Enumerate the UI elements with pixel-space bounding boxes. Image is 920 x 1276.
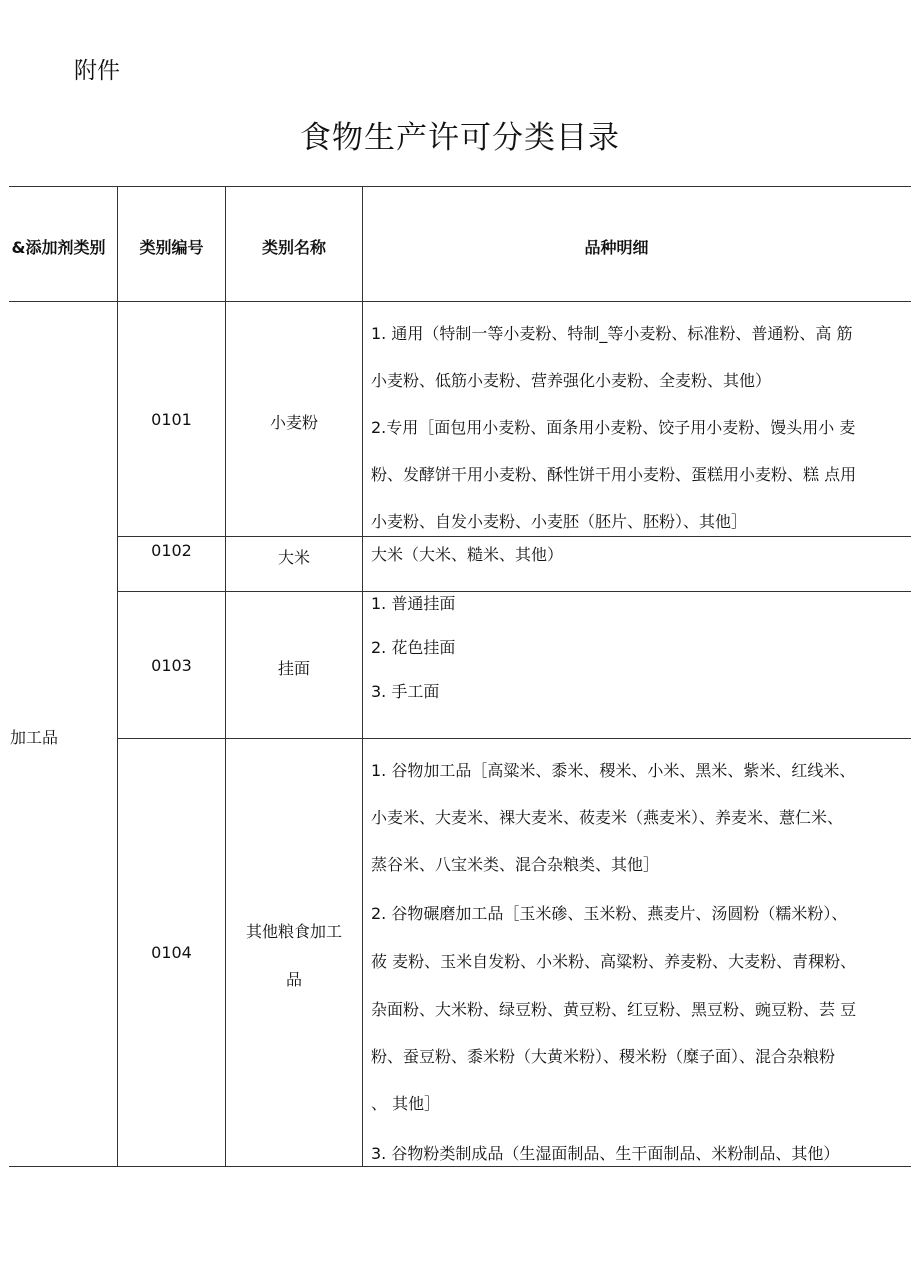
row-name: 大米 [277,548,310,567]
header-bottom-border [9,301,911,302]
row-name: 品 [285,970,302,989]
detail-line: 1. 普通挂面 [371,594,456,613]
detail-line: 3. 手工面 [371,682,440,701]
detail-line: 2. 花色挂面 [371,638,456,657]
detail-line: 粉、发酵饼干用小麦粉、酥性饼干用小麦粉、蛋糕用小麦粉、糕 点用 [371,465,857,484]
detail-line: 2.专用［面包用小麦粉、面条用小麦粉、饺子用小麦粉、馒头用小 麦 [371,418,856,437]
row-name: 其他粮食加工 [245,922,342,941]
detail-line: 小麦粉、低筋小麦粉、营养强化小麦粉、全麦粉、其他） [371,371,772,390]
header-name: 类别名称 [261,238,326,257]
detail-line: 、 其他］ [371,1094,441,1113]
detail-line: 杂面粉、大米粉、绿豆粉、黄豆粉、红豆粉、黑豆粉、豌豆粉、芸 豆 [371,1000,857,1019]
table-top-border [9,186,911,187]
detail-line: 3. 谷物粉类制成品（生湿面制品、生干面制品、米粉制品、其他） [371,1144,840,1163]
header-category: &添加剂类别 [11,238,106,257]
header-code: 类别编号 [139,238,204,257]
detail-line: 1. 通用（特制一等小麦粉、特制_等小麦粉、标准粉、普通粉、高 筋 [371,324,853,343]
column-divider [117,186,118,1167]
row-name: 挂面 [277,659,310,678]
attachment-label: 附件 [74,58,120,84]
row-name: 小麦粉 [269,413,318,432]
detail-line: 莜 麦粉、玉米自发粉、小米粉、高粱粉、养麦粉、大麦粉、青稞粉、 [371,952,857,971]
detail-line: 大米（大米、糙米、其他） [371,545,564,564]
detail-line: 小麦粉、自发小麦粉、小麦胚（胚片、胚粉）、其他］ [371,512,748,531]
row-code: 0101 [151,410,192,429]
row-divider [117,738,911,739]
row-code: 0102 [151,541,192,560]
row-divider [117,591,911,592]
row-code: 0104 [151,943,192,962]
row-divider [117,536,911,537]
row-code: 0103 [151,656,192,675]
document-title: 食物生产许可分类目录 [300,120,620,156]
column-divider [362,186,363,1167]
category-group-label: 加工品 [10,728,59,747]
detail-line: 1. 谷物加工品［高粱米、黍米、稷米、小米、黑米、紫米、红线米、 [371,761,856,780]
detail-line: 蒸谷米、八宝米类、混合杂粮类、其他］ [371,855,660,874]
detail-line: 小麦米、大麦米、裸大麦米、莜麦米（燕麦米）、养麦米、薏仁米、 [371,808,844,827]
table-bottom-border [9,1166,911,1167]
header-detail: 品种明细 [584,238,649,257]
detail-line: 2. 谷物碾磨加工品［玉米碜、玉米粉、燕麦片、汤圆粉（糯米粉）、 [371,904,848,923]
detail-line: 粉、蚕豆粉、黍米粉（大黄米粉）、稷米粉（糜子面）、混合杂粮粉 [371,1047,836,1066]
